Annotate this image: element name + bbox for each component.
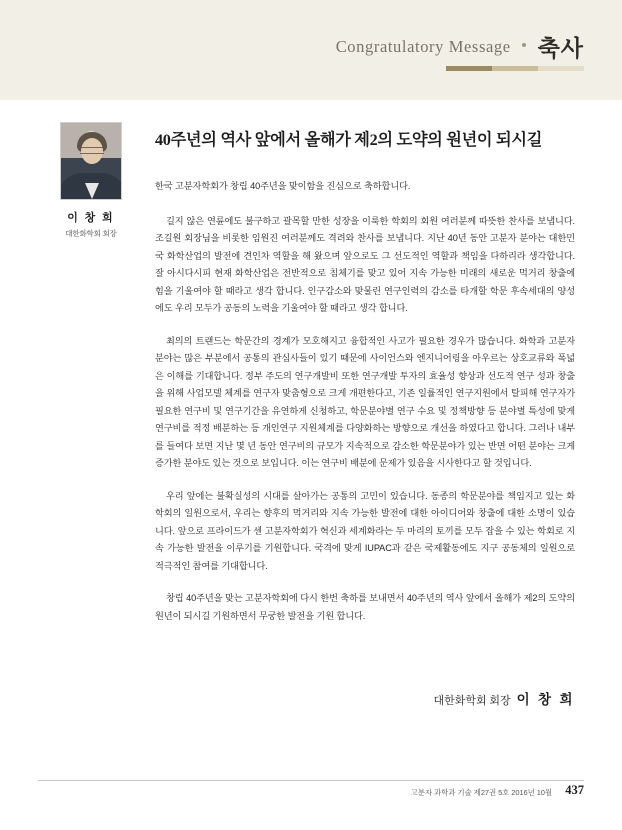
signature-prefix: 대한화학회 회장 — [433, 695, 511, 707]
header-title: 축사 — [537, 36, 584, 61]
article-title: 40주년의 역사 앞에서 올해가 제2의 도약의 원년이 되시길 — [155, 131, 543, 149]
signature-name: 이 창 희 — [516, 692, 575, 707]
rule-segment-mid — [492, 66, 538, 71]
author-name: 이 창 희 — [67, 212, 115, 224]
rule-segment-dark — [446, 66, 492, 71]
header-rule-decoration — [446, 66, 584, 71]
article-paragraph: 창립 40주년을 맞는 고분자학회에 다시 한번 축하를 보내면서 40주년의 역사 앞에서 올해가 제2의 도약의 원년이 되시길 기원하면서 무궁한 발전을 기원 합니다. — [155, 593, 575, 621]
article-paragraph: 길지 않은 연륜에도 불구하고 괄목할 만한 성장을 이룩한 학회의 회원 여러분께 따뜻한 찬사를 보냅니다. 조길원 회장님을 비롯한 임원진 여러분께도 격려와 찬사를 보냅니다. 지난 40년 동안 고분자 분야는 대한민국 화학산업의 발전에 견인차 역할을 해 왔으며 앞으로도 그 선도적인 역할과 책임을 다하리라 생각합니다. 잘 아시다시피 현재 화학산업은 전반적으로 침체기를 맞고 있어 지속 가능한 미래의 새로운 먹거리 창출에 힘을 기울여야 할 때라고 생각 합니다. 인구감소와 맞물린 연구인력의 감소를 타개할 학문 후속세대의 양성에도 우리 모두가 공동의 노력을 기울여야 할 때라고 생각 합니다. — [155, 215, 575, 313]
footer-divider — [38, 780, 584, 781]
header-title-group — [336, 30, 584, 63]
article-paragraph: 최의의 트랜드는 학문간의 경계가 모호해지고 융합적인 사고가 필요한 경우가 많습니다. 화학과 고분자 분야는 많은 부분에서 공통의 관심사들이 있기 때문에 사이언스와 엔지니어링을 아우르는 상호교류와 폭넓은 이해를 기대합니다. 정부 주도의 연구개발비 또한 연구개발 투자의 효율성 향상과 선도적 연구 성과 창출을 위해 사업모델 체계를 연구자 맞춤형으로 크게 개편한다고, 기존 일률적인 연구지원에서 탈피해 연구자가 필요한 연구비 및 연구기간을 유연하게 신청하고, 학문분야별 연구 수요 및 정책방향 등 분야별 특성에 맞게 연구비를 적정 배분하는 등 개인연구 지원체계를 다양화하는 방향으로 개선을 하였다고 합니다. 그러나 내부를 들여다 보면 지난 몇 년 동안 연구비의 규모가 지속적으로 감소한 학문분야가 있는 반면 어떤 분야는 크게 증가한 분야도 있는 것으로 보입니다. 이는 연구비 배분에 문제가 있음을 시사한다고 할 것입니다. — [155, 335, 575, 468]
bullet-dot-icon — [522, 43, 526, 47]
author-portrait-icon — [60, 122, 122, 200]
page-footer — [0, 780, 622, 806]
page-content — [0, 100, 622, 790]
signature-line — [155, 688, 575, 708]
page-number: 437 — [565, 783, 584, 797]
article-paragraph: 우리 앞에는 불확실성의 시대를 살아가는 공통의 고민이 있습니다. 동종의 학문분야를 책임지고 있는 화학회의 일원으로서, 우리는 향후의 먹거리와 지속 가능한 발전에 대한 아이디어와 창출에 대한 소명이 있습니다. 앞으로 프라이드가 센 고분자학회가 혁신과 세계화라는 두 마리의 토끼를 모두 잡을 수 있는 학회로 지속 가능한 발전을 이루기를 기원합니다. 국격에 맞게 IUPAC과 같은 국제활동에도 지구 공동체의 일원으로 적극적인 참여를 기대합니다. — [155, 490, 575, 571]
author-role: 대한화학회 회장 — [65, 229, 117, 238]
footer-journal-info: 고분자 과학과 기술 제27권 5호 2016년 10월 — [410, 788, 552, 797]
page-header-band — [0, 0, 622, 100]
article-body — [155, 178, 575, 640]
article-paragraph: 한국 고분자학회가 창립 40주년을 맞이함을 진심으로 축하합니다. — [155, 181, 411, 191]
header-eyebrow: Congratulatory Message — [335, 36, 511, 56]
rule-segment-light — [538, 66, 584, 71]
portrait-glasses — [80, 147, 104, 154]
author-block — [52, 122, 130, 239]
